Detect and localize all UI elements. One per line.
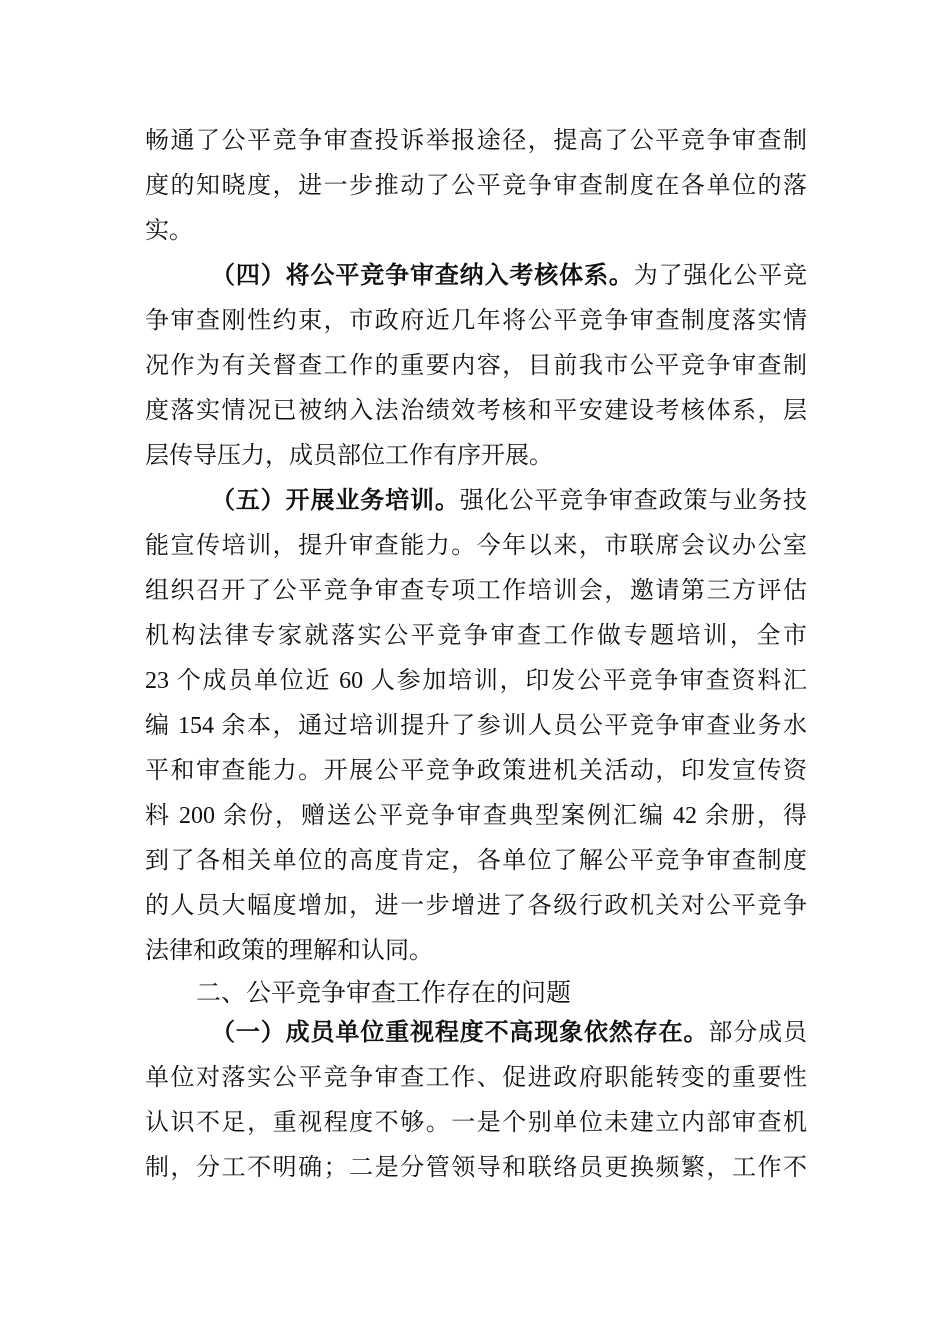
text-line: [145, 439, 807, 473]
text-line: [145, 844, 807, 878]
text-line: [211, 259, 807, 293]
text-segment: 机构法律专家就落实公平竞争审查工作做专题培训，全市: [145, 623, 807, 649]
text-line: [145, 1151, 807, 1185]
text-line: [145, 619, 807, 653]
text-segment: 度的知晓度，进一步推动了公平竞争审查制度在各单位的落: [145, 173, 807, 199]
text-segment: 23 个成员单位近 60 人参加培训，印发公平竞争审查资料汇: [145, 668, 807, 694]
text-line: [145, 169, 807, 203]
text-segment: 层传导压力，成员部位工作有序开展。: [145, 443, 553, 469]
text-line: [145, 304, 807, 338]
text-segment: 争审查刚性约束，市政府近几年将公平竞争审查制度落实情: [145, 308, 807, 334]
text-line: [145, 664, 807, 698]
text-segment: 实。: [145, 218, 193, 244]
text-line: [145, 709, 807, 743]
text-line: [145, 754, 807, 788]
text-segment: 部分成员: [708, 1020, 807, 1046]
text-segment: 度落实情况已被纳入法治绩效考核和平安建设考核体系，层: [145, 398, 807, 424]
text-segment: 为了强化公平竞: [633, 263, 807, 289]
bold-lead-phrase: （一）成员单位重视程度不高现象依然存在。: [211, 1020, 709, 1046]
text-line: [211, 484, 807, 518]
bold-lead-phrase: （四）将公平竞争审查纳入考核体系。: [211, 263, 634, 289]
text-segment: 制，分工不明确；二是分管领导和联络员更换频繁，工作不: [145, 1155, 807, 1181]
text-line: [145, 349, 807, 383]
text-line: [145, 934, 807, 968]
text-line: [145, 529, 807, 563]
text-segment: 组织召开了公平竞争审查专项工作培训会，邀请第三方评估: [145, 578, 807, 604]
text-line: [145, 574, 807, 608]
text-segment: 到了各相关单位的高度肯定，各单位了解公平竞争审查制度: [145, 848, 807, 874]
text-segment: 能宣传培训，提升审查能力。今年以来，市联席会议办公室: [145, 533, 807, 559]
text-segment: 平和审查能力。开展公平竞争政策进机关活动，印发宣传资: [145, 758, 807, 784]
section-heading: [196, 976, 571, 1010]
text-segment: 二、公平竞争审查工作存在的问题: [196, 978, 572, 1007]
text-segment: 况作为有关督查工作的重要内容，目前我市公平竞争审查制: [145, 353, 807, 379]
text-line: [211, 1016, 807, 1050]
text-line: [145, 1061, 807, 1095]
text-line: [145, 799, 807, 833]
text-segment: 单位对落实公平竞争审查工作、促进政府职能转变的重要性: [145, 1065, 807, 1091]
text-line: [145, 394, 807, 428]
text-segment: 料 200 余份，赠送公平竞争审查典型案例汇编 42 余册，得: [145, 803, 807, 829]
text-line: [145, 1106, 807, 1140]
bold-lead-phrase: （五）开展业务培训。: [211, 488, 460, 514]
text-line: [145, 889, 807, 923]
text-segment: 的人员大幅度增加，进一步增进了各级行政机关对公平竞争: [145, 893, 807, 919]
text-line: [145, 214, 807, 248]
text-segment: 强化公平竞争审查政策与业务技: [459, 488, 808, 514]
text-segment: 编 154 余本，通过培训提升了参训人员公平竞争审查业务水: [145, 713, 807, 739]
text-segment: 畅通了公平竞争审查投诉举报途径，提高了公平竞争审查制: [145, 128, 807, 154]
text-line: [145, 124, 807, 158]
text-segment: 认识不足，重视程度不够。一是个别单位未建立内部审查机: [145, 1110, 807, 1136]
text-segment: 法律和政策的理解和认同。: [145, 938, 433, 964]
